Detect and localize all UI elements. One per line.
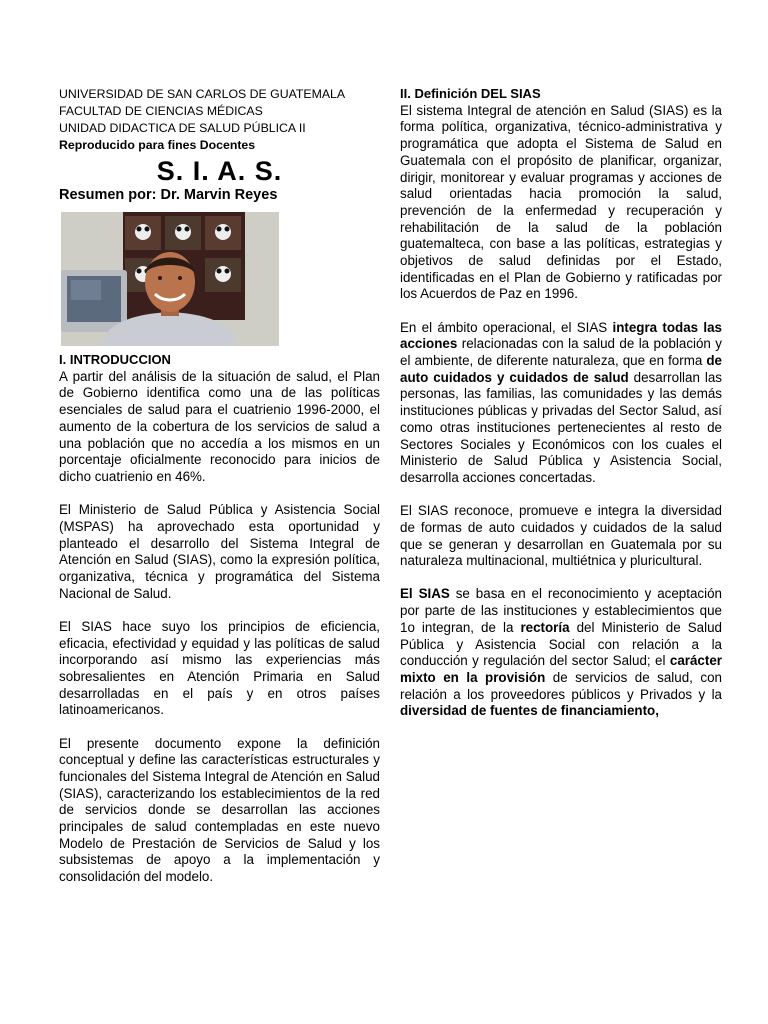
text-run: relacionadas con la salud de la población y el ambiente, de diferente naturaleza, que en forma: [400, 336, 722, 369]
bold-run: diversidad de fuentes de financiamiento,: [400, 703, 659, 719]
text-run: de servicios de salud, con relación a los proveedores públicos y Privados y la: [400, 670, 722, 702]
author-photo: [61, 212, 279, 346]
intro-paragraph-4: El presente documento expone la definición conceptual y define las características estructurales y funcionales del Sistema Integral de Atención en Salud (SIAS), caracterizando los establecimientos de la red de servicios donde se desarrollan las acciones principales de salud contempladas en este nuevo Modelo de Prestación de Servicios de Salud y los subsistemas de apoyo a la implementación y consolidación del modelo.: [59, 735, 380, 885]
text-run: desarrollan las personas, las familias, las comunidades y las demás instituciones públicas y privadas del Sector Salud, así como otras instituciones pertenecientes al resto de Sectores Sociales y Económicos con los cuales el Ministerio de Salud Pública y Asistencia Social, desarrolla acciones concertadas.: [400, 369, 722, 485]
definition-paragraph-1: El sistema Integral de atención en Salud (SIAS) es la forma política, organizativa, técnico-administrativa y programática que adopta el Sistema de Salud en Guatemala con el propósito de planificar, organizar, dirigir, monitorear y evaluar programas y acciones de salud orientadas hacia promoción la salud, prevención de la enfermedad y recuperación y rehabilitación de la salud de la población guatemalteca, con base a las políticas, estrategias y objetivos de salud definidas por el Estado, identificadas en el Plan de Gobierno y ratificadas por los Acuerdos de Paz en 1996.: [400, 102, 722, 302]
faculty-name: FACULTAD DE CIENCIAS MÉDICAS: [59, 104, 263, 118]
definition-paragraph-4: [400, 586, 722, 720]
text-run: se basa en el reconocimiento y aceptación por parte de las instituciones y establecimientos que 1o integran, de la: [400, 586, 722, 635]
text-run: En el ámbito operacional, el SIAS: [400, 319, 613, 335]
bold-run: carácter mixto en la provisión: [400, 653, 722, 685]
document-author: Resumen por: Dr. Marvin Reyes: [59, 187, 278, 203]
intro-paragraph-1: A partir del análisis de la situación de salud, el Plan de Gobierno identifica como una de las políticas esenciales de salud para el cuatrienio 1996-2000, el aumento de la cobertura de los servicios de salud a una población que no accedía a los mismos en un porcentaje oficialmente reconocido para inicios de dicho cuatrienio en 46%.: [59, 368, 380, 484]
university-name: UNIVERSIDAD DE SAN CARLOS DE GUATEMALA: [59, 87, 346, 101]
definition-heading: II. Definición DEL SIAS: [400, 86, 541, 101]
bold-run: de auto cuidados y cuidados de salud: [400, 353, 722, 385]
bold-run: rectoría: [520, 619, 570, 635]
intro-paragraph-3: El SIAS hace suyo los principios de eficiencia, eficacia, efectividad y equidad y las políticas de salud incorporando así mismo las experiencias más sobresalientes en Atención Primaria en Salud desarrolladas en el país y en otros países latinoamericanos.: [59, 618, 380, 718]
right-column: [400, 86, 722, 720]
bold-run: integra todas las acciones: [400, 319, 722, 352]
bold-run: El SIAS: [400, 586, 450, 602]
definition-paragraph-2: [400, 320, 722, 487]
definition-paragraph-3: El SIAS reconoce, promueve e integra la diversidad de formas de auto cuidados y cuidados de la salud que se generan y desarrollan en Guatemala por su naturaleza multinacional, multiétnica y pluricultural.: [400, 503, 722, 569]
intro-paragraph-2: El Ministerio de Salud Pública y Asistencia Social (MSPAS) ha aprovechado esta oportunidad y planteado el desarrollo del Sistema Integral de Atención en Salud (SIAS), como la expresión política, organizativa, técnica y programática del Sistema Nacional de Salud.: [59, 502, 380, 601]
text-run: del Ministerio de Salud Pública y Asistencia Social con relación a la conducción y regulación del sector Salud; el: [400, 619, 722, 669]
unit-name: UNIDAD DIDACTICA DE SALUD PÚBLICA II: [59, 121, 306, 135]
reproduction-note: Reproducido para fines Docentes: [59, 138, 256, 152]
left-column: [59, 86, 380, 886]
intro-heading: I. INTRODUCCION: [59, 352, 171, 367]
document-title: S. I. A. S.: [156, 156, 283, 186]
